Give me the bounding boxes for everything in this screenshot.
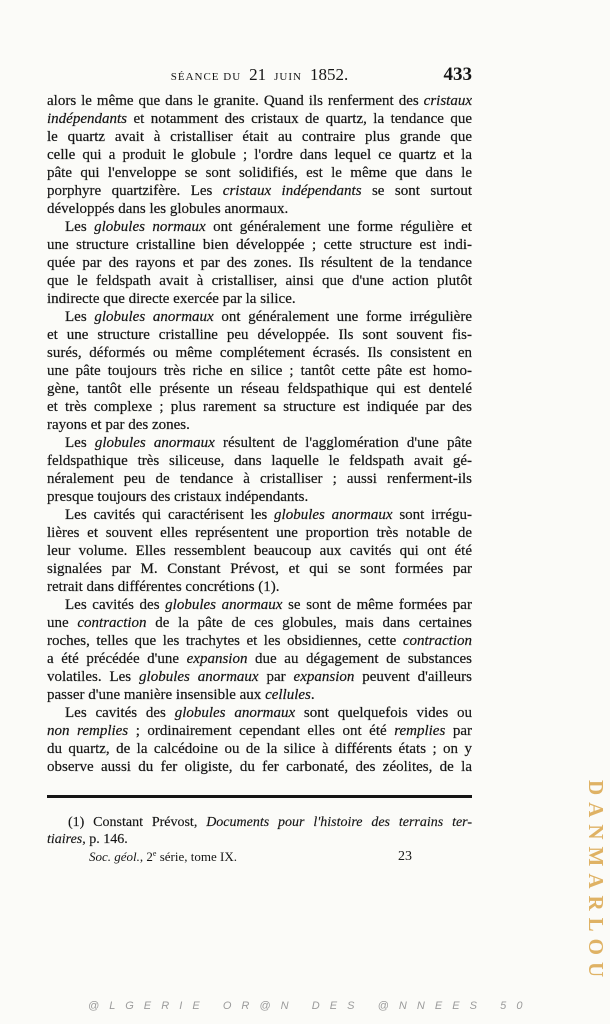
text-run: une structure cristalline bien développée ; cette structure est indi- (47, 237, 472, 253)
text-line (47, 578, 472, 596)
italic-text: Soc. géol. (89, 849, 140, 864)
paragraph (47, 596, 472, 704)
text-run: , 2 (139, 849, 153, 864)
text-run: par (258, 669, 294, 685)
signature-text (89, 848, 237, 865)
paragraph (47, 434, 472, 506)
text-run: série, tome IX. (156, 849, 237, 864)
text-line (47, 182, 472, 200)
text-run: que le feldspath avait à cristalliser, ainsi que d'une action plutôt (47, 273, 472, 289)
bottom-watermark: @ L G E R I E O R @ N D E S @ N N E E S 5 0 (88, 1000, 526, 1012)
text-line (47, 686, 472, 704)
text-run: par (445, 723, 472, 739)
sheet-number: 23 (398, 849, 412, 864)
italic-text: globules anormaux (139, 669, 259, 685)
text-run: et notamment des cristaux de quartz, la tendance que (127, 111, 472, 127)
text-line (47, 200, 472, 218)
text-line (47, 524, 472, 542)
session-year: 1852. (310, 65, 349, 84)
text-run: volatiles. Les (47, 669, 140, 685)
text-run: une pâte toujours très riche en silice ; tantôt cette pâte est homo- (47, 363, 472, 379)
text-run: développés dans les globules anormaux. (47, 201, 289, 217)
session-label: SÉANCE DU (170, 71, 242, 83)
italic-text: indépendants (47, 111, 127, 127)
text-line (47, 434, 472, 452)
text-line (47, 380, 472, 398)
text-line (47, 308, 472, 326)
text-run: quée par des rayons et par des zones. Ils résultent de la tendance (47, 255, 472, 271)
text-line (47, 398, 472, 416)
text-run: ont généralement une forme régulière et (205, 219, 472, 235)
text-run: sont irrégu- (392, 507, 472, 523)
text-run: et très complexe ; plus rarement sa structure est indiquée par des (47, 399, 472, 415)
text-line (47, 668, 472, 686)
italic-text: cristaux indépendants (222, 183, 362, 199)
text-run: se sont surtout (361, 183, 472, 199)
text-line (47, 650, 472, 668)
italic-text: tiaires (47, 832, 83, 847)
text-run: presque toujours des cristaux indépendants. (47, 489, 309, 505)
italic-text: Documents pour l'histoire des terrains ter- (206, 815, 472, 830)
italic-text: globules anormaux (165, 597, 283, 613)
text-line (47, 596, 472, 614)
text-line (47, 632, 472, 650)
text-run: du quartz, de la calcédoine ou de la silice à différents états ; on y (47, 741, 472, 757)
text-line (47, 722, 472, 740)
text-line (47, 831, 472, 848)
italic-text: globules anormaux (274, 507, 393, 523)
italic-text: cristaux (423, 93, 472, 109)
text-run: pâte qui l'enveloppe se sont solidifiés, est le même que dans le (47, 165, 472, 181)
italic-text: remplies (394, 723, 446, 739)
text-run: a été précédée d'une (47, 651, 187, 667)
text-line (47, 344, 472, 362)
text-line (47, 614, 472, 632)
text-run: celle qui a produit le globule ; l'ordre dans lequel ce quartz et la (47, 147, 472, 163)
text-run: , p. 146. (82, 832, 128, 847)
text-run: feldspathique très siliceuse, dans laquelle le feldspath avait gé- (47, 453, 472, 469)
text-line (47, 272, 472, 290)
text-run: et une structure cristalline peu développée. Ils sont souvent fis- (47, 327, 472, 343)
paragraph (47, 308, 472, 434)
text-line (47, 740, 472, 758)
text-run: . (310, 687, 315, 703)
signature-line (47, 848, 472, 865)
text-run: Les (65, 219, 95, 235)
text-run: signalées par M. Constant Prévost, et qui se sont formées par (47, 561, 472, 577)
text-run: néralement peu de tendance à cristalliser ; aussi renferment-ils (47, 471, 472, 487)
text-run: porphyre quartzifère. Les (47, 183, 223, 199)
text-line (47, 290, 472, 308)
superscript-text: e (152, 849, 157, 858)
text-run: Les cavités qui caractérisent les (65, 507, 275, 523)
text-run: leur volume. Elles ressemblent beaucoup aux cavités qui ont été (47, 543, 472, 559)
paragraph (47, 92, 472, 218)
paragraph (47, 218, 472, 308)
running-head (47, 64, 472, 86)
text-run: surés, déformés ou même complétement écrasés. Ils consistent en (47, 345, 472, 361)
text-run: (1) Constant Prévost, (68, 815, 207, 830)
text-run: peuvent d'ailleurs (354, 669, 472, 685)
text-run: sont quelquefois vides ou (295, 705, 472, 721)
text-run: se sont de même formées par (282, 597, 472, 613)
text-run: due au dégagement de substances (247, 651, 472, 667)
paragraph (47, 704, 472, 776)
text-run: le quartz avait à cristalliser était au contraire plus grande que (47, 129, 472, 145)
text-line (47, 164, 472, 182)
text-run: Les (65, 309, 95, 325)
page-title (47, 64, 472, 86)
text-line (47, 326, 472, 344)
text-run: Les (65, 435, 95, 451)
italic-text: cellules (265, 687, 311, 703)
italic-text: globules anormaux (94, 309, 214, 325)
page-number: 433 (443, 64, 472, 85)
text-line (47, 560, 472, 578)
text-run: ; ordinairement cependant elles ont été (128, 723, 395, 739)
text-run: Les cavités des (65, 705, 175, 721)
footnote (47, 814, 472, 848)
text-run: lières et souvent elles représentent une proportion très notable de (47, 525, 472, 541)
text-line (47, 758, 472, 776)
italic-text: globules anormaux (94, 435, 215, 451)
text-line (47, 92, 472, 110)
text-run: rayons et par des zones. (47, 417, 190, 433)
text-line (47, 128, 472, 146)
italic-text: expansion (293, 669, 355, 685)
text-line (47, 254, 472, 272)
text-run: résultent de l'agglomération d'une pâte (214, 435, 472, 451)
text-run: de la pâte de ces globules, mais dans certaines (146, 615, 472, 631)
text-line (47, 506, 472, 524)
text-line (47, 470, 472, 488)
italic-text: contraction (402, 633, 472, 649)
italic-text: globules anormaux (174, 705, 296, 721)
session-day: 21 (249, 65, 267, 84)
italic-text: non remplies (47, 723, 129, 739)
footnote-rule (47, 795, 472, 798)
italic-text: globules normaux (94, 219, 206, 235)
text-run: retrait dans différentes concrétions (1). (47, 579, 280, 595)
text-line (47, 488, 472, 506)
italic-text: expansion (186, 651, 248, 667)
text-line (47, 542, 472, 560)
text-run: roches, telles que les trachytes et les obsidiennes, cette (47, 633, 403, 649)
text-line (47, 218, 472, 236)
footnote-paragraph (47, 814, 472, 848)
italic-text: contraction (77, 615, 147, 631)
text-run: indirecte que directe exercée par la silice. (47, 291, 296, 307)
text-line (47, 416, 472, 434)
session-month: JUIN (274, 71, 302, 83)
text-line (47, 146, 472, 164)
paragraph (47, 506, 472, 596)
text-line (47, 704, 472, 722)
text-run: Les cavités des (65, 597, 166, 613)
body-text (47, 92, 472, 776)
text-run: passer d'une manière insensible aux (47, 687, 266, 703)
text-run: gène, tantôt elle présente un réseau feldspathique qui est dentelé (47, 381, 472, 397)
side-watermark: DANMARLOU (584, 780, 608, 985)
text-run: ont généralement une forme irrégulière (213, 309, 472, 325)
text-line (47, 452, 472, 470)
text-line (47, 362, 472, 380)
text-line (47, 110, 472, 128)
text-run: observe aussi du fer oligiste, du fer carbonaté, des zéolites, de la (47, 759, 472, 775)
text-line (47, 236, 472, 254)
text-run: alors le même que dans le granite. Quand ils renferment des (47, 93, 424, 109)
text-run: une (47, 615, 78, 631)
text-line (47, 814, 472, 831)
